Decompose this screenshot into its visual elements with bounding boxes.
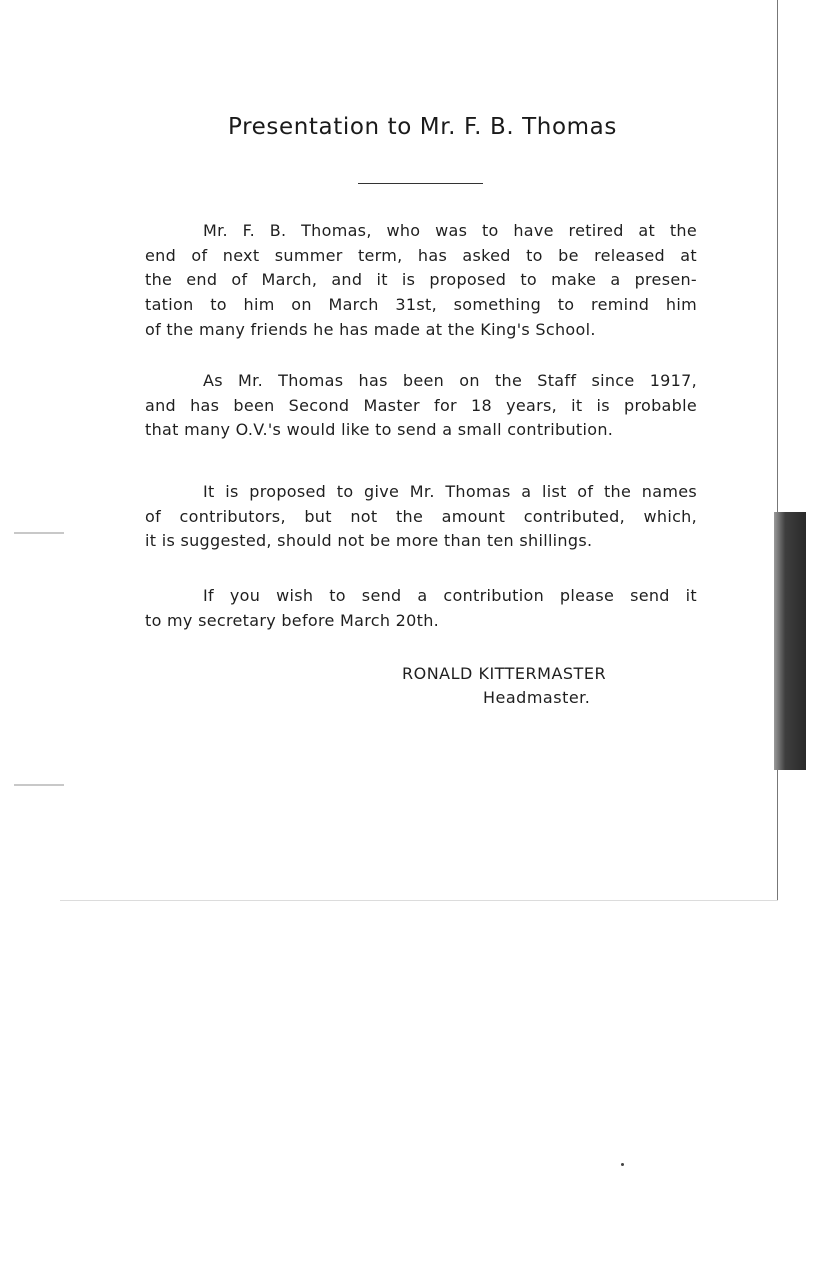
paragraph-2	[145, 369, 697, 443]
paragraph-line: to my secretary before March 20th.	[145, 610, 440, 630]
paragraph-3	[145, 480, 697, 554]
document-title: Presentation to Mr. F. B. Thomas	[228, 114, 617, 140]
paragraph-line: If you wish to send a contribution please send it	[203, 586, 697, 605]
dust-speck	[621, 1163, 624, 1166]
paragraph-line: of contributors, but not the amount contributed, which,	[145, 506, 697, 526]
paragraph-line: of the many friends he has made at the King's School.	[145, 319, 596, 339]
paragraph-line: tation to him on March 31st, something to remind him	[145, 295, 697, 315]
paragraph-4	[145, 584, 697, 633]
paragraph-line: the end of March, and it is proposed to make a presen-	[145, 270, 697, 290]
paragraph-line: end of next summer term, has asked to be released at	[145, 245, 697, 265]
page-fold-line	[60, 900, 778, 901]
paragraph-1	[145, 219, 697, 343]
paragraph-line: Mr. F. B. Thomas, who was to have retired at the	[203, 221, 697, 240]
signature-role: Headmaster.	[483, 688, 591, 707]
page-edge-shadow	[774, 512, 806, 770]
paragraph-line: As Mr. Thomas has been on the Staff since 1917,	[203, 371, 697, 390]
paragraph-line: it is suggested, should not be more than ten shillings.	[145, 531, 593, 551]
title-divider	[358, 183, 483, 184]
margin-mark	[14, 532, 64, 534]
margin-mark	[14, 784, 64, 786]
signature-name: RONALD KITTERMASTER	[402, 664, 607, 683]
paragraph-line: It is proposed to give Mr. Thomas a list of the names	[203, 482, 697, 501]
paragraph-line: that many O.V.'s would like to send a small contribution.	[145, 420, 614, 440]
paragraph-line: and has been Second Master for 18 years, it is probable	[145, 395, 697, 415]
